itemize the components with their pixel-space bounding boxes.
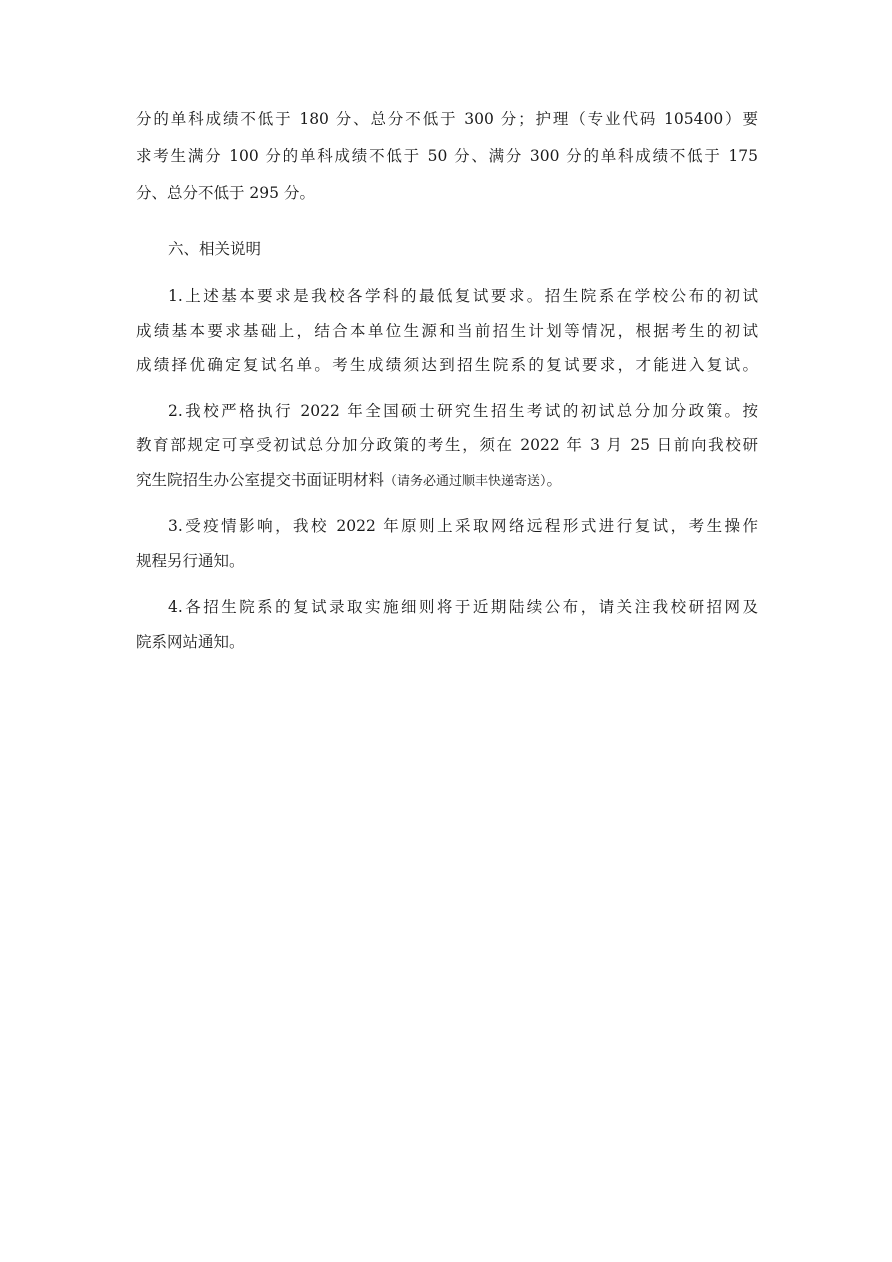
- section-heading: 六、相关说明: [168, 240, 262, 258]
- item-2-line: 教育部规定可享受初试总分加分政策的考生，须在 2022 年 3 月 25 日前向我校研: [136, 436, 758, 454]
- paragraph-line: 分的单科成绩不低于 180 分、总分不低于 300 分；护理（专业代码 105400）要: [136, 110, 758, 128]
- item-2-line: [136, 469, 758, 493]
- item-4-line: 4.各招生院系的复试录取实施细则将于近期陆续公布，请关注我校研招网及: [168, 598, 758, 616]
- item-1-line: 成绩基本要求基础上，结合本单位生源和当前招生计划等情况，根据考生的初试: [136, 322, 758, 340]
- item-2-end: 。: [546, 471, 563, 489]
- paragraph-line: 求考生满分 100 分的单科成绩不低于 50 分、满分 300 分的单科成绩不低于 175: [136, 147, 758, 165]
- item-2-text: 究生院招生办公室提交书面证明材料: [136, 471, 385, 489]
- item-2-note: （请务必通过顺丰快递寄送）: [384, 474, 547, 489]
- item-4-line: 院系网站通知。: [136, 633, 245, 651]
- item-2-line: 2.我校严格执行 2022 年全国硕士研究生招生考试的初试总分加分政策。按: [168, 402, 758, 420]
- item-1-line: 成绩择优确定复试名单。考生成绩须达到招生院系的复试要求，才能进入复试。: [136, 356, 758, 374]
- item-1-line: 1.上述基本要求是我校各学科的最低复试要求。招生院系在学校公布的初试: [168, 287, 758, 305]
- item-3-line: 3.受疫情影响，我校 2022 年原则上采取网络远程形式进行复试，考生操作: [168, 517, 758, 535]
- paragraph-line: 分、总分不低于 295 分。: [136, 184, 315, 202]
- item-3-line: 规程另行通知。: [136, 552, 245, 570]
